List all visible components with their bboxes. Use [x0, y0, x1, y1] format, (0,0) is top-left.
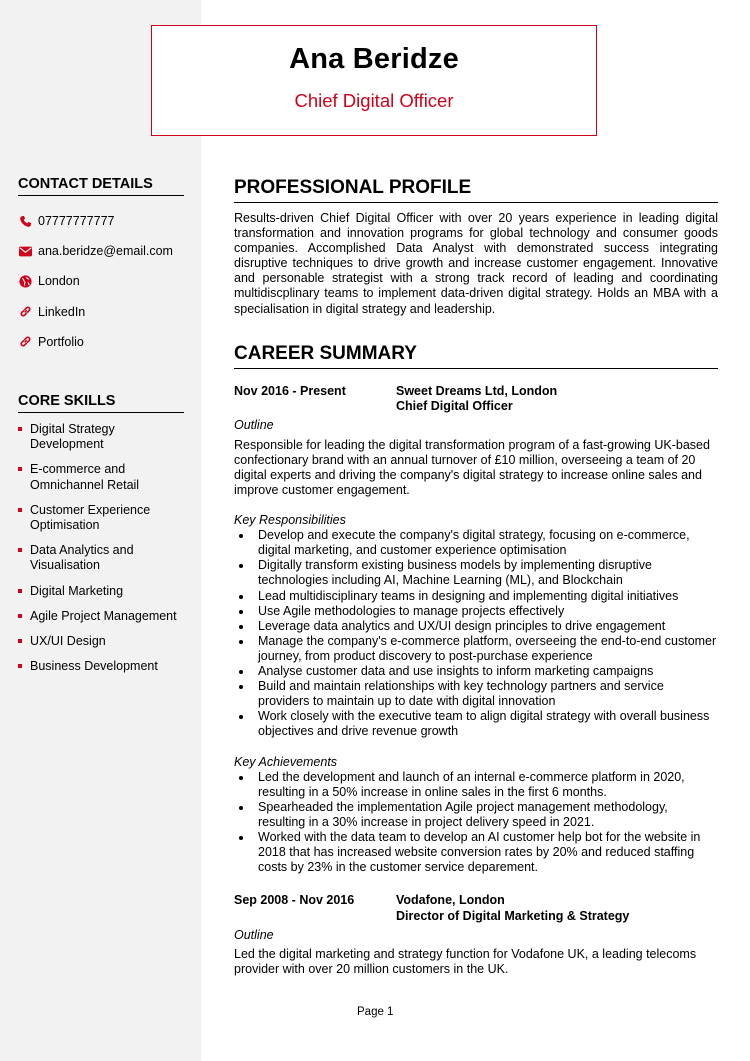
outline-text: Responsible for leading the digital transformation program of a fast-growing UK-based confectionary brand with an annual turnover of £10 million, overseeing a team of 20 digital experts and driving the company's digital strategy to increase online sales and improve customer engagement.	[234, 437, 710, 497]
list-item: Develop and execute the company's digital strategy, focusing on e-commerce, digital marketing, and customer experience optimisation	[234, 528, 718, 558]
job-company: Vodafone, London	[396, 893, 505, 908]
list-item: Manage the company's e-commerce platform, overseeing the end-to-end customer journey, from product discovery to post-purchase experience	[234, 634, 718, 664]
profile-section	[234, 177, 718, 317]
bullet-square-icon	[18, 548, 22, 552]
list-item: Spearheaded the implementation Agile project management methodology, resulting in a 30% increase in project delivery speed in 2021.	[234, 800, 718, 830]
job-header	[234, 893, 718, 923]
page-number: Page 1	[357, 1006, 394, 1018]
list-item: Digitally transform existing business models by implementing disruptive technologies including AI, Machine Learning (ML), and Blockchain	[234, 558, 718, 588]
skill-item: Agile Project Management	[18, 609, 184, 624]
outline-label: Outline	[234, 927, 274, 942]
skills-section	[18, 393, 184, 684]
bullet-square-icon	[18, 508, 22, 512]
profile-text: Results-driven Chief Digital Officer with over 20 years experience in leading digital transformation and innovation programs for global technology and consumer goods companies. Accomplished Data Analyst with demonstrated success integrating disruptive techniques to drive growth and increase customer engagement. Innovative and personable strategist with a strong track record of leading and coordinating multidiscplinary teams to implement data-driven digital strategy. Holds an MBA with a specialisation in digital strategy and leadership.	[234, 211, 718, 316]
contact-section	[18, 176, 184, 357]
contact-text: ana.beridze@email.com	[38, 244, 173, 259]
skill-item: Customer Experience Optimisation	[18, 503, 184, 533]
job-dates: Sep 2008 - Nov 2016	[234, 893, 355, 908]
career-section	[234, 343, 718, 977]
bullet-square-icon	[18, 427, 22, 431]
list-item: Build and maintain relationships with key technology partners and service providers to maintain up to date with digital innovation	[234, 679, 718, 709]
skill-item: Digital Strategy Development	[18, 422, 184, 452]
contact-location	[18, 266, 184, 296]
contact-portfolio[interactable]	[18, 327, 184, 357]
skill-item: Data Analytics and Visualisation	[18, 543, 184, 573]
link-icon	[18, 335, 32, 349]
contact-linkedin[interactable]	[18, 297, 184, 327]
job-employer	[396, 384, 557, 414]
bullet-square-icon	[18, 639, 22, 643]
contact-text: 07777777777	[38, 214, 115, 229]
contact-phone[interactable]	[18, 206, 184, 236]
job-role: Chief Digital Officer	[396, 399, 513, 414]
list-item: Use Agile methodologies to manage projects effectively	[234, 604, 718, 619]
list-item: Led the development and launch of an internal e-commerce platform in 2020, resulting in a 50% increase in online sales in the first 6 months.	[234, 770, 718, 800]
outline-text: Led the digital marketing and strategy function for Vodafone UK, a leading telecoms provider with over 20 million customers in the UK.	[234, 946, 697, 977]
bullet-square-icon	[18, 614, 22, 618]
bullet-square-icon	[18, 664, 22, 668]
candidate-title: Chief Digital Officer	[294, 90, 454, 111]
contact-heading: CONTACT DETAILS	[18, 176, 184, 196]
career-heading: CAREER SUMMARY	[234, 343, 718, 369]
job-company: Sweet Dreams Ltd, London	[396, 384, 558, 398]
link-icon	[18, 305, 32, 319]
bullet-square-icon	[18, 467, 22, 471]
skill-item: Digital Marketing	[18, 584, 184, 599]
achievements-label: Key Achievements	[234, 754, 338, 769]
skill-item: E-commerce and Omnichannel Retail	[18, 462, 184, 492]
outline-label: Outline	[234, 418, 274, 433]
contact-text: London	[38, 274, 80, 289]
responsibilities-list	[234, 528, 718, 739]
contact-text: LinkedIn	[38, 304, 86, 319]
skill-item: Business Development	[18, 659, 184, 674]
envelope-icon	[18, 244, 32, 258]
job-dates: Nov 2016 - Present	[234, 384, 346, 398]
responsibilities-label: Key Responsibilities	[234, 512, 346, 527]
skills-list	[18, 422, 184, 674]
list-item: Work closely with the executive team to align digital strategy with overall business objectives and drive revenue growth	[234, 709, 718, 739]
job-entry	[234, 893, 718, 977]
contact-email[interactable]	[18, 236, 184, 266]
list-item: Worked with the data team to develop an AI customer help bot for the website in 2018 that has increased website conversion rates by 20% and reduced staffing costs by 23% in the customer service deparement.	[234, 830, 718, 875]
list-item: Leverage data analytics and UX/UI design principles to drive engagement	[234, 619, 718, 634]
contact-list	[18, 206, 184, 357]
skills-heading: CORE SKILLS	[18, 393, 184, 413]
name-header	[151, 25, 597, 136]
job-header	[234, 384, 718, 414]
achievements-list	[234, 770, 718, 876]
phone-icon	[18, 214, 32, 228]
job-role: Director of Digital Marketing & Strategy	[396, 908, 630, 923]
contact-text: Portfolio	[38, 334, 84, 349]
job-entry	[234, 384, 718, 875]
candidate-name: Ana Beridze	[289, 43, 459, 75]
globe-icon	[18, 274, 32, 288]
job-employer	[396, 893, 629, 923]
skill-item: UX/UI Design	[18, 634, 184, 649]
list-item: Analyse customer data and use insights to inform marketing campaigns	[234, 664, 718, 679]
bullet-square-icon	[18, 589, 22, 593]
profile-heading: PROFESSIONAL PROFILE	[234, 177, 718, 203]
list-item: Lead multidisciplinary teams in designing and implementing digital initiatives	[234, 589, 718, 604]
